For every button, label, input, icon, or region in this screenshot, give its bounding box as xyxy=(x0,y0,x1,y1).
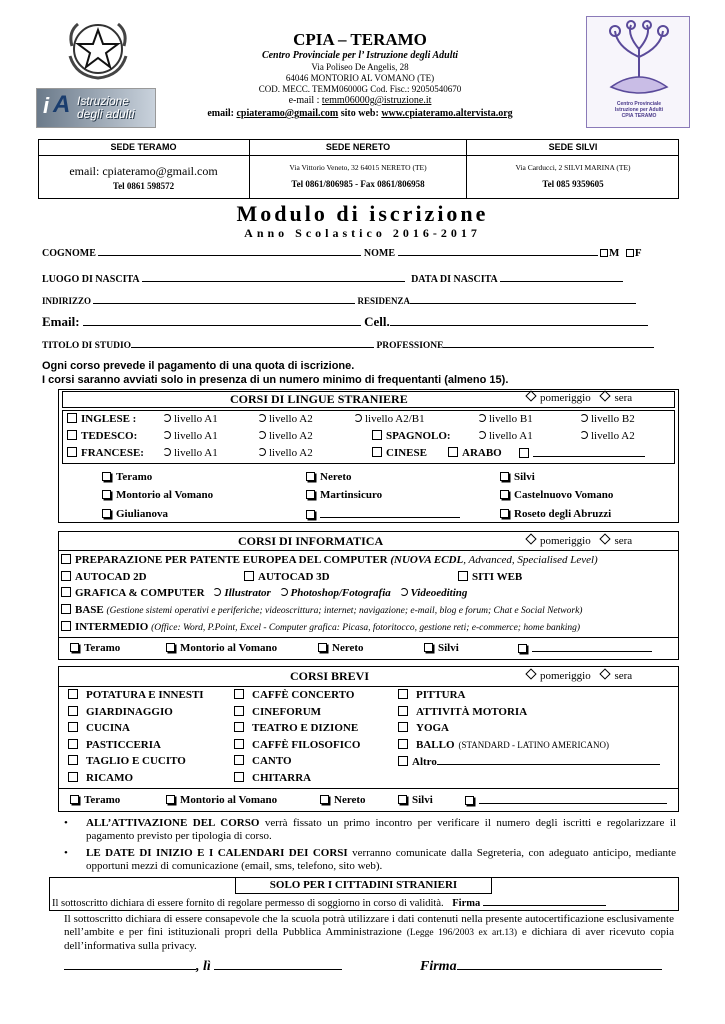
photoshop-radio[interactable] xyxy=(280,588,288,596)
brevi-col1-label: GIARDINAGGIO xyxy=(86,705,173,718)
brevi-col2-item[interactable] xyxy=(234,706,321,718)
brevi-sede-montorio-checkbox[interactable] xyxy=(166,795,175,804)
brevi-col1-checkbox[interactable] xyxy=(68,772,78,782)
bullet-attivazione-bold: ALL’ATTIVAZIONE DEL CORSO xyxy=(86,817,260,829)
lingue-sede-nereto: Nereto xyxy=(320,471,352,483)
brevi-sede-nereto-checkbox[interactable] xyxy=(320,795,329,804)
bullet-attivazione: • ALL’ATTIVAZIONE DEL CORSO verrà fissato un primo incontro per verificare il numero degli iscritti e regolarizzare il pagamento previsto per tipologia di corso. xyxy=(64,817,677,842)
ballo-note: (STANDARD - LATINO AMERICANO) xyxy=(458,739,610,750)
lingue-sede-roseto: Roseto degli Abruzzi xyxy=(514,508,612,520)
brevi-title: CORSI BREVI xyxy=(290,669,370,683)
inglese-a2-radio[interactable] xyxy=(258,414,266,422)
brevi-pomeriggio-diamond[interactable] xyxy=(525,668,536,679)
brevi-col2-checkbox[interactable] xyxy=(234,689,244,699)
luogo-field[interactable] xyxy=(142,272,405,282)
sede-silvi-address: Via Carducci, 2 SILVI MARINA (TE) xyxy=(515,163,631,172)
sede-teramo-tel: Tel 0861 598572 xyxy=(112,181,175,191)
info-sede-nereto-checkbox[interactable] xyxy=(318,643,327,652)
cell-field[interactable] xyxy=(390,314,648,326)
tedesco-a2-radio[interactable] xyxy=(258,431,266,439)
base-label: BASE xyxy=(75,604,104,616)
brevi-col1-checkbox[interactable] xyxy=(68,722,78,732)
ecdl-label: PREPARAZIONE PER PATENTE EUROPEA DEL COMPUTER xyxy=(75,554,388,566)
brevi-col3-checkbox[interactable] xyxy=(398,706,408,716)
brevi-col2-item[interactable] xyxy=(234,689,354,701)
spagnolo-a2: livello A2 xyxy=(591,430,635,442)
brevi-col2-label: TEATRO E DIZIONE xyxy=(252,722,359,734)
cpia-logo-text: Centro Provinciale Istruzione per Adulti CPIA TERAMO xyxy=(614,101,664,119)
sede-nereto-title: SEDE NERETO xyxy=(325,142,391,152)
videoediting-radio[interactable] xyxy=(400,588,408,596)
sede-silvi-tel: Tel 085 9359605 xyxy=(542,179,604,189)
tedesco-a2: livello A2 xyxy=(269,430,313,442)
francese-checkbox[interactable] xyxy=(67,447,77,457)
istruzione-logo-text: Istruzione degli adulti xyxy=(77,94,135,121)
sede-nereto-tel: Tel 0861/806985 - Fax 0861/806958 xyxy=(291,179,425,189)
brevi-col1-label: TAGLIO E CUCITO xyxy=(86,755,186,767)
brevi-col2-label: CANTO xyxy=(252,755,292,767)
stranieri-firma-field[interactable] xyxy=(483,896,606,906)
cognome-label: COGNOME xyxy=(42,248,96,259)
altra-lingua-checkbox[interactable] xyxy=(519,448,529,458)
brevi-sera: sera xyxy=(614,670,633,682)
inglese-label: INGLESE : xyxy=(81,413,137,425)
base-checkbox[interactable] xyxy=(61,604,71,614)
lingue-sede-teramo-checkbox[interactable] xyxy=(102,472,111,481)
brevi-col3-label: YOGA xyxy=(416,722,449,734)
autocad2d-label: AUTOCAD 2D xyxy=(75,571,147,583)
spagnolo-checkbox[interactable] xyxy=(372,430,382,440)
brevi-sede-altro-field[interactable] xyxy=(479,794,667,804)
brevi-col3-checkbox[interactable] xyxy=(398,722,408,732)
brevi-sede-teramo-checkbox[interactable] xyxy=(70,795,79,804)
gmail-link[interactable]: cpiateramo@gmail.com xyxy=(236,108,339,119)
brevi-col1-checkbox[interactable] xyxy=(68,706,78,716)
note-minimo: I corsi saranno avviati solo in presenza di un numero minimo di frequentanti (almeno 15). xyxy=(42,374,509,386)
info-sede-montorio: Montorio al Vomano xyxy=(180,642,278,654)
brevi-col2-checkbox[interactable] xyxy=(234,722,244,732)
inglese-b2: livello B2 xyxy=(591,413,635,425)
stranieri-firma-label: Firma xyxy=(452,898,481,909)
brevi-col1-label: POTATURA E INNESTI xyxy=(86,689,204,701)
male-checkbox[interactable] xyxy=(600,249,608,257)
siti-web-label: SITI WEB xyxy=(472,571,523,583)
intermedio-checkbox[interactable] xyxy=(61,621,71,631)
lingue-sede-giulianova-checkbox[interactable] xyxy=(102,509,111,518)
inglese-a2b1: livello A2/B1 xyxy=(365,413,425,425)
web-label: sito web: xyxy=(338,108,382,119)
brevi-altro-label: Altro xyxy=(412,756,437,768)
brevi-sede-montorio: Montorio al Vomano xyxy=(180,794,278,806)
ecdl-note: (NUOVA ECDL xyxy=(390,554,464,566)
brevi-altro-checkbox[interactable] xyxy=(398,756,408,766)
nome-field[interactable] xyxy=(398,246,598,256)
inglese-b1: livello B1 xyxy=(489,413,533,425)
brevi-col1-checkbox[interactable] xyxy=(68,689,78,699)
arabo-checkbox[interactable] xyxy=(448,447,458,457)
ecdl-note-levels: , Advanced, Specialised Level) xyxy=(463,554,598,566)
tedesco-checkbox[interactable] xyxy=(67,430,77,440)
grafica-checkbox[interactable] xyxy=(61,587,71,597)
brevi-col3-item[interactable] xyxy=(398,689,466,701)
brevi-col1-item[interactable] xyxy=(68,722,130,734)
city: 64046 MONTORIO AL VOMANO (TE) xyxy=(285,73,435,83)
tedesco-label: TEDESCO: xyxy=(81,430,138,442)
brevi-col1-item[interactable] xyxy=(68,772,133,784)
info-sede-silvi-checkbox[interactable] xyxy=(424,643,433,652)
autocad3d-label: AUTOCAD 3D xyxy=(258,571,330,583)
privacy-text xyxy=(64,913,674,953)
pomeriggio-diamond[interactable] xyxy=(525,390,536,401)
lingue-sede-nereto-checkbox[interactable] xyxy=(306,472,315,481)
lingue-sede-altro-checkbox[interactable] xyxy=(306,510,315,519)
male-label: M xyxy=(609,247,620,259)
brevi-col1-checkbox[interactable] xyxy=(68,755,78,765)
female-label: F xyxy=(634,247,642,259)
brevi-col2-item[interactable] xyxy=(234,739,360,751)
base-note: (Gestione sistemi operativi e periferiche; videoscrittura; internet; navigazione; e-mail, blog e forum; Chat e Social Network) xyxy=(106,606,583,616)
inglese-a1: livello A1 xyxy=(174,413,218,425)
brevi-col3-item[interactable] xyxy=(398,722,449,734)
cell-label: Cell. xyxy=(364,314,390,329)
brevi-sede-teramo: Teramo xyxy=(84,794,121,806)
li-label: , lì xyxy=(196,959,211,974)
lingue-sede-martinsicuro-checkbox[interactable] xyxy=(306,490,315,499)
sede-teramo-email: email: cpiateramo@gmail.com xyxy=(69,164,218,178)
brevi-col1-label: PASTICCERIA xyxy=(86,738,161,751)
data-firma-field[interactable] xyxy=(214,957,342,970)
info-sera-diamond[interactable] xyxy=(600,533,611,544)
bullet-date-bold: LE DATE DI INIZIO E I CALENDARI DEI CORSI xyxy=(86,847,348,859)
residenza-label: RESIDENZA xyxy=(357,296,411,306)
brevi-sede-silvi-checkbox[interactable] xyxy=(398,795,407,804)
data-nascita-label: DATA DI NASCITA xyxy=(411,274,498,285)
lingue-sede-castelnuovo-checkbox[interactable] xyxy=(500,490,509,499)
brevi-col2-checkbox[interactable] xyxy=(234,706,244,716)
email-label: e-mail : xyxy=(288,95,322,106)
autocad3d-checkbox[interactable] xyxy=(244,571,254,581)
intermedio-label: INTERMEDIO xyxy=(75,621,149,633)
spagnolo-a1-radio[interactable] xyxy=(478,431,486,439)
bullet-date: • LE DATE DI INIZIO E I CALENDARI DEI CORSI verranno comunicate dalla Segreteria, con adeguato anticipo, mediante opportuni mezzi di comunicazione (email, sms, telefono, sito web). xyxy=(64,847,676,872)
lingue-sera: sera xyxy=(614,392,633,404)
photoshop-label: Photoshop/Fotografia xyxy=(290,587,391,599)
brevi-sede-silvi: Silvi xyxy=(412,794,433,806)
francese-a2: livello A2 xyxy=(269,447,313,459)
privacy-text-end: e dichiara di aver ricevuto copia dell’informativa sulla privacy. xyxy=(64,926,674,952)
informatica-pomeriggio: pomeriggio xyxy=(540,535,591,547)
brevi-col1-label: CUCINA xyxy=(86,722,130,734)
school-year: Anno Scolastico 2016-2017 xyxy=(244,226,481,240)
luogo-firma-field[interactable] xyxy=(64,957,196,970)
ecdl-checkbox[interactable] xyxy=(61,554,71,564)
brevi-col2-checkbox[interactable] xyxy=(234,772,244,782)
website-link[interactable]: www.cpiateramo.altervista.org xyxy=(381,108,513,119)
codes: COD. MECC. TEMM06000G Cod. Fisc.: 92050540670 xyxy=(258,84,462,94)
brevi-col2-label: CAFFÈ FILOSOFICO xyxy=(252,738,361,751)
lingue-sede-montorio-checkbox[interactable] xyxy=(102,490,111,499)
spagnolo-label: SPAGNOLO: xyxy=(386,430,451,442)
tedesco-a1: livello A1 xyxy=(174,430,218,442)
lingue-sede-castelnuovo: Castelnuovo Vomano xyxy=(514,489,614,501)
bullet-attivazione-text: verrà fissato un primo incontro per verificare il numero degli iscritti e regolarizzare il pagamento previsto per tipologia di corso. xyxy=(86,817,677,842)
sede-silvi-title: SEDE SILVI xyxy=(548,142,598,152)
brevi-sede-altro-checkbox[interactable] xyxy=(465,796,474,805)
tedesco-a1-radio[interactable] xyxy=(163,431,171,439)
inglese-b1-radio[interactable] xyxy=(478,414,486,422)
brevi-pomeriggio: pomeriggio xyxy=(540,670,591,682)
info-pomeriggio-diamond[interactable] xyxy=(525,533,536,544)
female-checkbox[interactable] xyxy=(626,249,634,257)
firma-label: Firma xyxy=(420,959,457,974)
info-sede-teramo-checkbox[interactable] xyxy=(70,643,79,652)
inglese-checkbox[interactable] xyxy=(67,413,77,423)
brevi-col1-item[interactable] xyxy=(68,706,173,718)
nome-label: NOME xyxy=(363,248,395,259)
info-sede-nereto: Nereto xyxy=(332,642,364,654)
brevi-col3-checkbox[interactable] xyxy=(398,739,408,749)
lingue-sede-montorio: Montorio al Vomano xyxy=(116,489,214,501)
autocad2d-checkbox[interactable] xyxy=(61,571,71,581)
siti-web-checkbox[interactable] xyxy=(458,571,468,581)
emblem-logo xyxy=(62,16,134,82)
brevi-col3-label: BALLO xyxy=(416,738,455,751)
intermedio-note: (Office: Word, P.Point, Excel - Computer grafica: Picasa, fotoritocco, gestione reti; e-commerce; home banking) xyxy=(151,623,581,633)
informatica-title: CORSI DI INFORMATICA xyxy=(238,534,384,548)
arabo-label: ARABO xyxy=(462,447,502,459)
brevi-col3-item[interactable] xyxy=(398,739,609,751)
francese-a1-radio[interactable] xyxy=(163,448,171,456)
info-sede-silvi: Silvi xyxy=(438,642,459,654)
privacy-legge: (Legge 196/2003 ex art.13) xyxy=(406,928,518,938)
brevi-col1-item[interactable] xyxy=(68,739,161,751)
brevi-col3-label: ATTIVITÀ MOTORIA xyxy=(416,705,528,718)
lingue-title: CORSI DI LINGUE STRANIERE xyxy=(230,392,408,406)
francese-a2-radio[interactable] xyxy=(258,448,266,456)
inglese-a1-radio[interactable] xyxy=(163,414,171,422)
note-quota: Ogni corso prevede il pagamento di una quota di iscrizione. xyxy=(42,360,355,372)
privacy-text-main: Il sottoscritto dichiara di essere consapevole che la scuola potrà utilizzare i dati contenuti nella presente autocertificazione esclusivamente nell’ambite e per fini istituzionali propri della Pubblica Amministrazione xyxy=(64,913,674,938)
info-sede-teramo: Teramo xyxy=(84,642,121,654)
spagnolo-a1: livello A1 xyxy=(489,430,533,442)
form-title: Modulo di iscrizione xyxy=(236,201,489,226)
cognome-field[interactable] xyxy=(98,246,361,256)
brevi-col1-item[interactable] xyxy=(68,689,204,701)
inglese-a2b1-radio[interactable] xyxy=(354,414,362,422)
brevi-col2-label: CAFFÈ CONCERTO xyxy=(252,689,355,701)
professione-field[interactable] xyxy=(443,338,654,348)
sera-diamond[interactable] xyxy=(600,390,611,401)
stranieri-title: SOLO PER I CITTADINI STRANIERI xyxy=(269,879,458,891)
info-sede-altro-checkbox[interactable] xyxy=(518,644,527,653)
informatica-sera: sera xyxy=(614,535,633,547)
institutional-email-link[interactable]: temm06000g@istruzione.it xyxy=(321,95,432,106)
sede-teramo-title: SEDE TERAMO xyxy=(110,142,177,152)
brevi-sede-nereto: Nereto xyxy=(334,794,366,806)
info-sede-altro-field[interactable] xyxy=(532,642,652,652)
residenza-field[interactable] xyxy=(410,294,636,304)
professione-label: PROFESSIONE xyxy=(376,341,444,351)
lingue-sede-silvi: Silvi xyxy=(514,471,535,483)
subtitle: Centro Provinciale per l’ Istruzione degli Adulti xyxy=(261,50,459,61)
francese-label: FRANCESE: xyxy=(81,447,144,459)
cinese-label: CINESE xyxy=(386,447,427,459)
stranieri-text: Il sottoscritto dichiara di essere fornito di regolare permesso di soggiorno in corso di validità. xyxy=(52,898,444,909)
titolo-label: TITOLO DI STUDIO xyxy=(42,341,132,351)
cpia-logo xyxy=(586,16,690,128)
brevi-col2-item[interactable] xyxy=(234,722,358,734)
brevi-col1-label: RICAMO xyxy=(86,771,134,784)
lingue-sede-teramo: Teramo xyxy=(116,471,153,483)
istruzione-logo: i A Istruzione degli adulti xyxy=(36,88,156,128)
sede-nereto-address: Via Vittorio Veneto, 32 64015 NERETO (TE) xyxy=(289,163,427,172)
data-nascita-field[interactable] xyxy=(500,272,623,282)
brevi-col2-item[interactable] xyxy=(234,755,292,767)
indirizzo-label: INDIRIZZO xyxy=(42,296,92,306)
brevi-col3-label: PITTURA xyxy=(416,689,466,701)
brevi-col1-checkbox[interactable] xyxy=(68,739,78,749)
lingue-pomeriggio: pomeriggio xyxy=(540,392,591,404)
brevi-col2-checkbox[interactable] xyxy=(234,755,244,765)
francese-a1: livello A1 xyxy=(174,447,218,459)
titolo-field[interactable] xyxy=(131,338,374,348)
brevi-altro-field[interactable] xyxy=(437,755,660,765)
cinese-checkbox[interactable] xyxy=(372,447,382,457)
page-title: CPIA – TERAMO xyxy=(293,30,427,49)
grafica-label: GRAFICA & COMPUTER xyxy=(75,587,205,599)
brevi-col3-checkbox[interactable] xyxy=(398,689,408,699)
brevi-col1-item[interactable] xyxy=(68,755,186,767)
inglese-b2-radio[interactable] xyxy=(580,414,588,422)
email-label-field: Email: xyxy=(42,314,80,329)
firma-field[interactable] xyxy=(457,957,662,970)
email2-label: email: xyxy=(207,108,237,119)
altra-lingua-field[interactable] xyxy=(533,447,645,457)
brevi-col2-item[interactable] xyxy=(234,772,311,784)
brevi-col2-label: CINEFORUM xyxy=(252,705,322,718)
illustrator-radio[interactable] xyxy=(213,588,221,596)
brevi-col3-item[interactable] xyxy=(398,706,527,718)
lingue-sede-martinsicuro: Martinsicuro xyxy=(320,489,383,501)
email-field[interactable] xyxy=(83,314,361,326)
illustrator-label: Illustrator xyxy=(224,587,271,599)
lingue-sede-silvi-checkbox[interactable] xyxy=(500,472,509,481)
bullet-date-text: verranno comunicate dalla Segreteria, con adeguato anticipo, mediante opportuni mezzi di comunicazione (email, sms, telefono, sito web). xyxy=(86,847,676,872)
lingue-sede-giulianova: Giulianova xyxy=(116,508,168,520)
address: Via Poliseo De Angelis, 28 xyxy=(311,62,409,72)
lingue-sede-altro-field[interactable] xyxy=(320,508,460,518)
luogo-label: LUOGO DI NASCITA xyxy=(42,274,140,285)
indirizzo-field[interactable] xyxy=(93,294,355,304)
lingue-sede-roseto-checkbox[interactable] xyxy=(500,509,509,518)
brevi-sera-diamond[interactable] xyxy=(600,668,611,679)
inglese-a2: livello A2 xyxy=(269,413,313,425)
brevi-col2-checkbox[interactable] xyxy=(234,739,244,749)
videoediting-label: Videoediting xyxy=(410,587,468,599)
info-sede-montorio-checkbox[interactable] xyxy=(166,643,175,652)
spagnolo-a2-radio[interactable] xyxy=(580,431,588,439)
brevi-col2-label: CHITARRA xyxy=(252,771,312,784)
